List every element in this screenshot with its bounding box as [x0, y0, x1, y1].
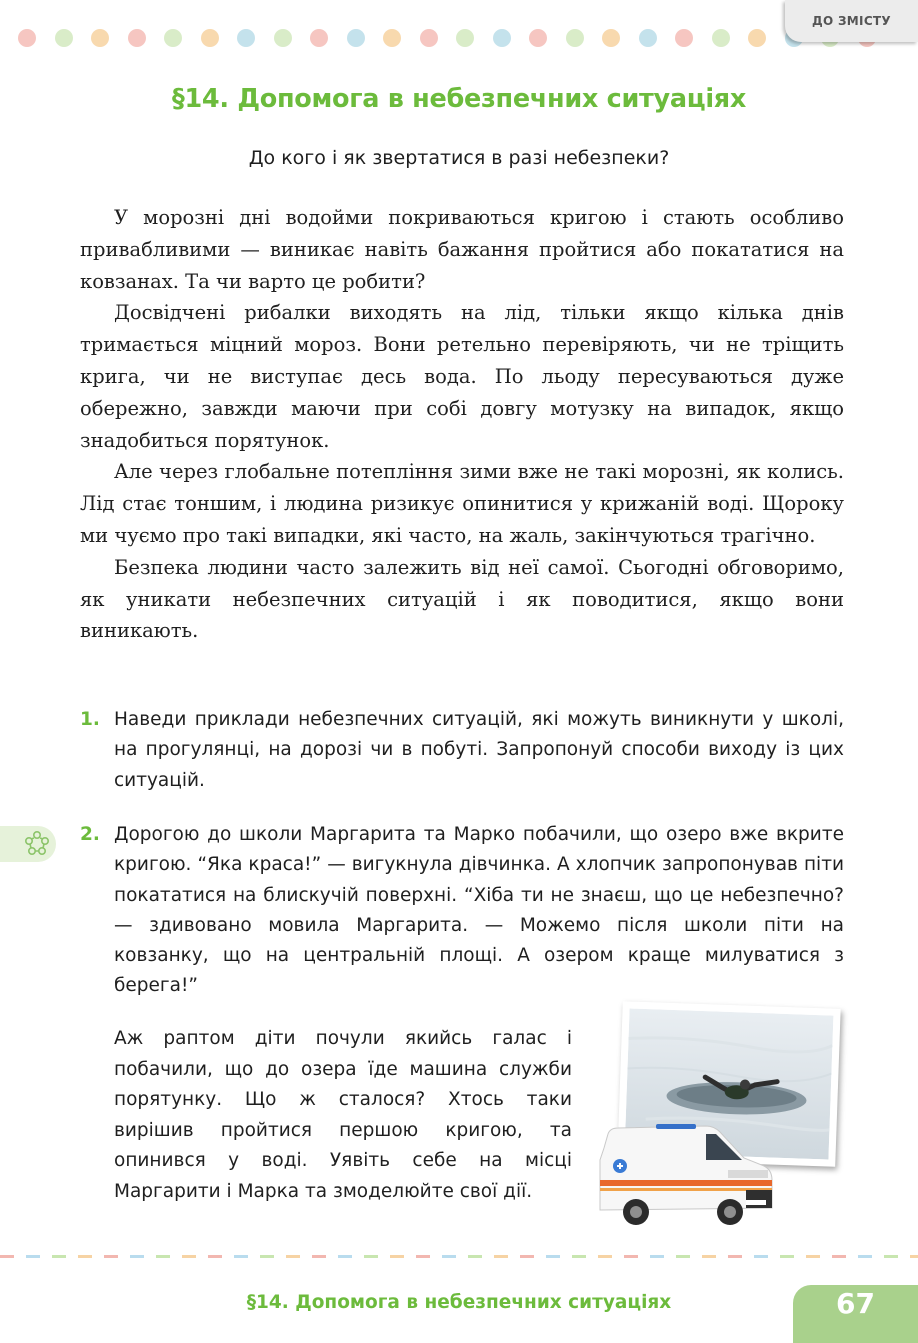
intro-paragraph: У морозні дні водойми покриваються кригою і стають особливо привабливими — виникає навіть бажання пройтися або покататися на ковзанах. Та чи варто це робити? — [80, 206, 844, 293]
decorative-dot — [91, 29, 109, 47]
decorative-dot — [639, 29, 657, 47]
intro-paragraph: Але через глобальне потепління зими вже не такі морозні, як колись. Лід стає тоншим, і людина ризикує опинитися у крижаній воді. Щороку ми чуємо про такі випадки, які часто, на жаль, закінчуються трагічно. — [80, 460, 844, 547]
decorative-dot — [383, 29, 401, 47]
decorative-dot — [274, 29, 292, 47]
decorative-dot — [566, 29, 584, 47]
decorative-dot — [675, 29, 693, 47]
task-text: Наведи приклади небезпечних ситуацій, які можуть виникнути у школі, на прогулянці, на дорозі чи в побуті. Запропонуй способи виходу із цих ситуацій. — [114, 709, 844, 791]
decorative-dot — [493, 29, 511, 47]
page-title: §14. Допомога в небезпечних ситуаціях — [172, 84, 746, 114]
intro-paragraph: Безпека людини часто залежить від неї самої. Сьогодні обговоримо, як уникати небезпечних ситуацій і як поводитися, якщо вони виникають. — [80, 555, 844, 643]
decorative-dot — [347, 29, 365, 47]
task-text: Дорогою до школи Маргарита та Марко побачили, що озеро вже вкрите кригою. “Яка краса!” — вигукнула дівчинка. А хлопчик запропонував піти покататися на блискучій поверхні. “Хіба ти не знаєш, що це небезпечно? — здивовано мовила Маргарита. — Можемо після школи піти на ковзанку, що на центральній площі. А озером краще милуватися з берега!” — [114, 824, 844, 997]
decorative-dot — [456, 29, 474, 47]
task-item — [80, 820, 844, 1002]
decorative-dot — [164, 29, 182, 47]
decorative-dot — [18, 29, 36, 47]
story-text: Аж раптом діти почули якийсь галас і побачили, що до озера їде машина служби порятунку. Що ж сталося? Хтось таки вирішив пройтися першою кригою, та опинився у воді. Уявіть себе на місці Маргарити і Марка та змоделюйте свої дії. — [114, 1028, 572, 1202]
decorative-dot — [420, 29, 438, 47]
task-number: 1. — [80, 709, 100, 730]
decorative-dot — [310, 29, 328, 47]
group-icon — [22, 829, 52, 859]
decorative-dot — [128, 29, 146, 47]
task-number: 2. — [80, 824, 100, 845]
decorative-dot — [712, 29, 730, 47]
ambulance-image — [596, 1120, 774, 1230]
task-item — [80, 705, 844, 796]
page-subtitle: До кого і як звертатися в разі небезпеки? — [248, 147, 670, 169]
footer-divider — [0, 1255, 918, 1258]
footer-title: §14. Допомога в небезпечних ситуаціях — [246, 1292, 672, 1313]
intro-paragraph: Досвідчені рибалки виходять на лід, тільки якщо кілька днів тримається міцний мороз. Вони ретельно перевіряють, чи не тріщить крига, чи не виступає десь вода. По льоду пересуваються дуже обережно, завжди маючи при собі довгу мотузку на випадок, якщо знадобиться порятунок. — [80, 301, 844, 452]
decorative-dot — [748, 29, 766, 47]
decorative-dot — [529, 29, 547, 47]
toc-link-button[interactable]: ДО ЗМІСТУ — [785, 0, 918, 42]
decorative-dot — [237, 29, 255, 47]
decorative-dot — [55, 29, 73, 47]
decorative-dots — [18, 29, 894, 47]
page-number: 67 — [793, 1285, 918, 1343]
group-work-marker — [0, 826, 56, 862]
decorative-dot — [201, 29, 219, 47]
intro-text — [80, 202, 844, 647]
decorative-dot — [602, 29, 620, 47]
